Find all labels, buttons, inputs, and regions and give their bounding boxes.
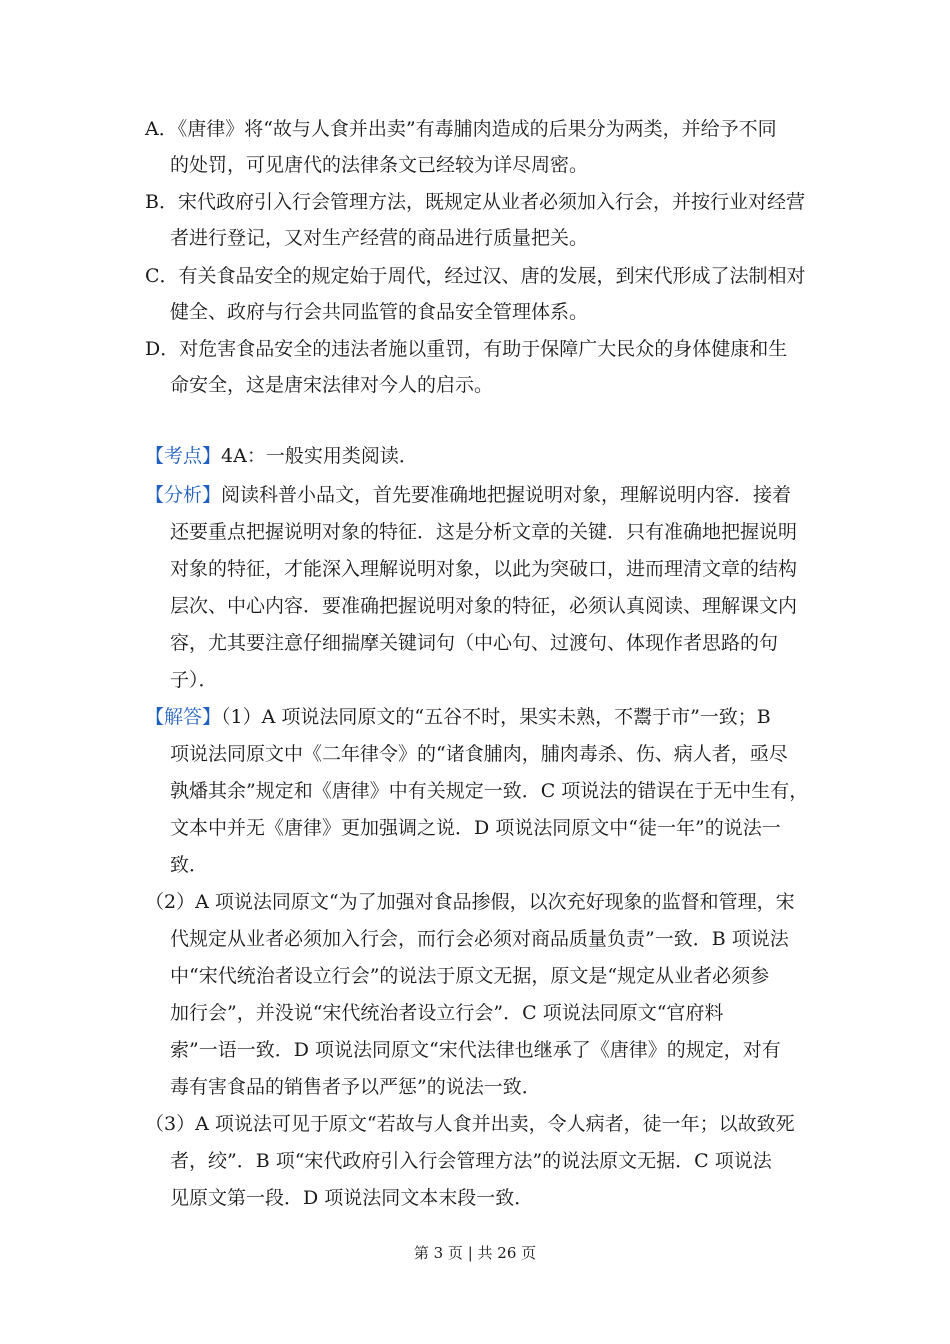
option-b-line-2: 者进行登记，又对生产经营的商品进行质量把关。 bbox=[170, 227, 589, 249]
jieda-line-4: 文本中并无《唐律》更加强调之说．D 项说法同原文中“徒一年”的说法一 bbox=[170, 817, 781, 839]
option-a-line-1: A．《唐律》将“故与人食并出卖”有毒脯肉造成的后果分为两类，并给予不同 bbox=[145, 118, 777, 140]
fenxi-line-6: 子）． bbox=[170, 669, 218, 691]
option-b-line-1: B．宋代政府引入行会管理方法，既规定从业者必须加入行会，并按行业对经营 bbox=[145, 191, 805, 213]
part2-line-5: 索”一语一致．D 项说法同原文“宋代法律也继承了《唐律》的规定，对有 bbox=[170, 1039, 781, 1061]
part3-line-2: 者，绞”．B 项“宋代政府引入行会管理方法”的说法原文无据．C 项说法 bbox=[170, 1150, 772, 1172]
fenxi-line-2: 还要重点把握说明对象的特征．这是分析文章的关键．只有准确地把握说明 bbox=[170, 521, 798, 543]
option-a-line-2: 的处罚，可见唐代的法律条文已经较为详尽周密。 bbox=[170, 154, 589, 176]
fenxi-line-5: 容，尤其要注意仔细揣摩关键词句（中心句、过渡句、体现作者思路的句 bbox=[170, 632, 779, 654]
jieda-line-5: 致． bbox=[170, 854, 209, 876]
part2-line-1: （2）A 项说法同原文“为了加强对食品掺假，以次充好现象的监督和管理，宋 bbox=[145, 891, 795, 913]
jieda-line-1 bbox=[145, 705, 771, 729]
part2-line-6: 毒有害食品的销售者予以严惩”的说法一致． bbox=[170, 1076, 541, 1098]
part3-line-1: （3）A 项说法可见于原文“若故与人食并出卖，令人病者，徒一年；以故致死 bbox=[145, 1113, 795, 1135]
option-c-line-2: 健全、政府与行会共同监管的食品安全管理体系。 bbox=[170, 301, 589, 323]
fenxi-line-3: 对象的特征，才能深入理解说明对象，以此为突破口，进而理清文章的结构 bbox=[170, 558, 798, 580]
option-c-line-1: C．有关食品安全的规定始于周代，经过汉、唐的发展，到宋代形成了法制相对 bbox=[145, 265, 806, 287]
jieda-line-3: 孰燔其余”规定和《唐律》中有关规定一致．C 项说法的错误在于无中生有， bbox=[170, 780, 809, 802]
fenxi-text-first: 阅读科普小品文，首先要准确地把握说明对象，理解说明内容．接着 bbox=[221, 484, 792, 506]
kaodian-text: 4A：一般实用类阅读． bbox=[221, 445, 418, 467]
option-d-line-2: 命安全，这是唐宋法律对今人的启示。 bbox=[170, 374, 494, 396]
option-d-line-1: D．对危害食品安全的违法者施以重罚，有助于保障广大民众的身体健康和生 bbox=[145, 338, 788, 360]
fenxi-tag: 【分析】 bbox=[145, 484, 222, 506]
fenxi-line-1 bbox=[145, 483, 791, 507]
kaodian-tag: 【考点】 bbox=[145, 445, 222, 467]
jieda-line-2: 项说法同原文中《二年律令》的“诸食脯肉，脯肉毒杀、伤、病人者，亟尽 bbox=[170, 743, 788, 765]
page-footer: 第 3 页 | 共 26 页 bbox=[413, 1244, 537, 1262]
part3-line-3: 见原文第一段．D 项说法同文本末段一致． bbox=[170, 1187, 534, 1209]
part2-line-3: 中“宋代统治者设立行会”的说法于原文无据，原文是“规定从业者必须参 bbox=[170, 965, 770, 987]
jieda-tag: 【解答】 bbox=[145, 706, 222, 728]
part2-line-4: 加行会”，并没说“宋代统治者设立行会”．C 项说法同原文“官府料 bbox=[170, 1002, 724, 1024]
part2-line-2: 代规定从业者必须加入行会，而行会必须对商品质量负责”一致．B 项说法 bbox=[170, 928, 789, 950]
jieda-text-first: （1）A 项说法同原文的“五谷不时，果实未熟，不鬻于市”一致；B bbox=[221, 706, 771, 728]
kaodian-line bbox=[145, 444, 418, 468]
fenxi-line-4: 层次、中心内容．要准确把握说明对象的特征，必须认真阅读、理解课文内 bbox=[170, 595, 798, 617]
